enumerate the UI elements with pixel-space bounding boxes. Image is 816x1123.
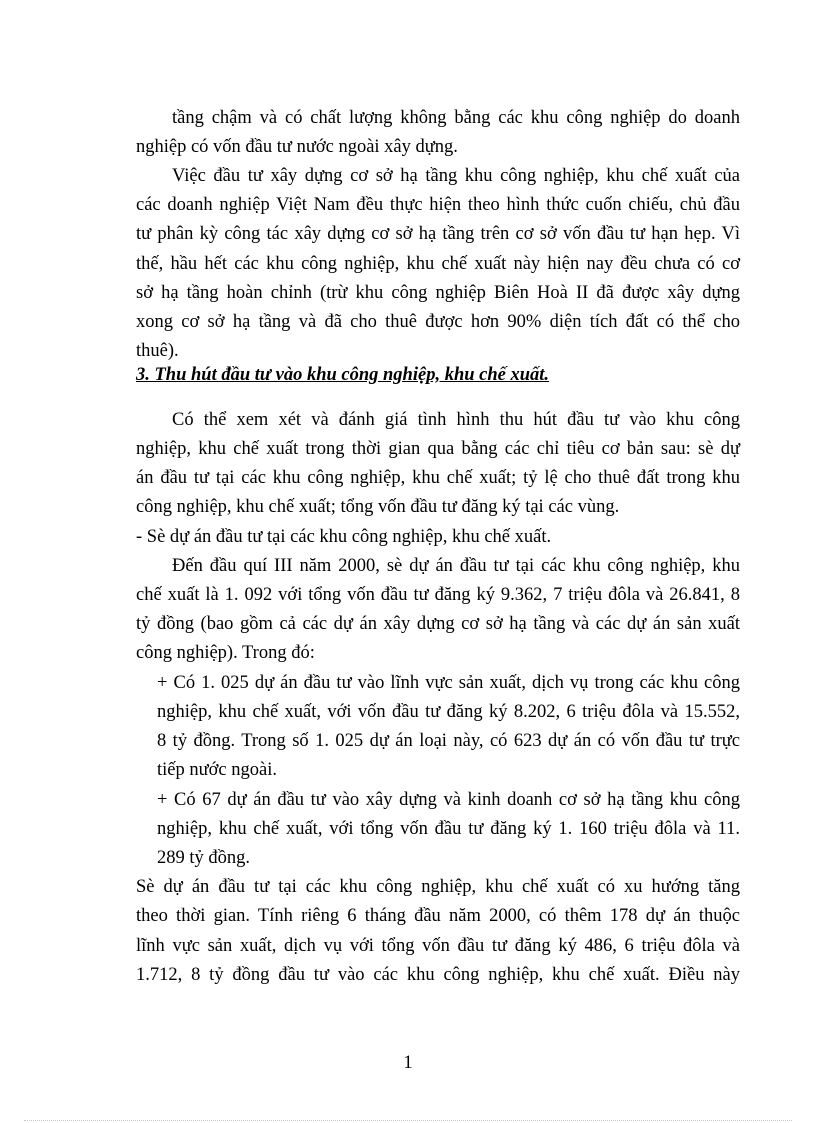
text-line: 1.712, 8 tỷ đồng đầu tư vào các khu công nghiệp, khu chế xuất. Điều này <box>136 965 740 985</box>
text-line: lĩnh vực sản xuất, dịch vụ với tổng vốn đầu tư đăng ký 486, 6 triệu đôla và <box>136 936 740 956</box>
text-line: công nghiệp, khu chế xuất; tổng vốn đầu tư đăng ký tại các vùng. <box>136 497 620 517</box>
text-line: tầng chậm và có chất lượng không bằng các khu công nghiệp do doanh <box>172 108 740 128</box>
page-bottom-divider <box>24 1120 792 1121</box>
list-item: + Có 67 dự án đầu tư vào xây dựng và kinh doanh cơ sở hạ tầng khu công <box>157 790 740 810</box>
text-line: sở hạ tầng hoàn chỉnh (trừ khu công nghiệp Biên Hoà II đã được xây dựng <box>136 283 740 303</box>
bullet-item: - Sè dự án đầu tư tại các khu công nghiệp, khu chế xuất. <box>136 527 552 547</box>
text-line: thuê). <box>136 341 179 361</box>
text-line: án đầu tư tại các khu công nghiệp, khu chế xuất; tỷ lệ cho thuê đất trong khu <box>136 468 740 488</box>
text-line: Có thể xem xét và đánh giá tình hình thu hút đầu tư vào khu công <box>172 410 740 430</box>
text-line: tỷ đồng (bao gồm cả các dự án xây dựng cơ sở hạ tầng và các dự án sản xuất <box>136 614 740 634</box>
text-line: tư phân kỳ công tác xây dựng cơ sở hạ tầng trên cơ sở vốn đầu tư hạn hẹp. Vì <box>136 224 740 244</box>
text-line: nghiệp, khu chế xuất trong thời gian qua bằng các chỉ tiêu cơ bản sau: sè dự <box>136 439 740 459</box>
list-item: tiếp nước ngoài. <box>157 760 277 780</box>
section-heading: 3. Thu hút đầu tư vào khu công nghiệp, khu chế xuất. <box>136 365 550 385</box>
list-item: nghiệp, khu chế xuất, với tổng vốn đầu tư đăng ký 1. 160 triệu đôla và 11. <box>157 819 740 839</box>
list-item: 8 tỷ đồng. Trong số 1. 025 dự án loại này, có 623 dự án có vốn đầu tư trực <box>157 731 740 751</box>
list-item: 289 tỷ đồng. <box>157 848 251 868</box>
text-line: Đến đầu quí III năm 2000, sè dự án đầu tư tại các khu công nghiệp, khu <box>172 556 740 576</box>
text-line: thế, hầu hết các khu công nghiệp, khu chế xuất này hiện nay đều chưa có cơ <box>136 254 740 274</box>
text-line: Việc đầu tư xây dựng cơ sở hạ tầng khu công nghiệp, khu chế xuất của <box>172 166 740 186</box>
text-line: chế xuất là 1. 092 với tổng vốn đầu tư đăng ký 9.362, 7 triệu đôla và 26.841, 8 <box>136 585 740 605</box>
list-item: + Có 1. 025 dự án đầu tư vào lĩnh vực sản xuất, dịch vụ trong các khu công <box>157 673 740 693</box>
text-line: công nghiệp). Trong đó: <box>136 643 315 663</box>
list-item: nghiệp, khu chế xuất, với vốn đầu tư đăng ký 8.202, 6 triệu đôla và 15.552, <box>157 702 740 722</box>
text-line: Sè dự án đầu tư tại các khu công nghiệp, khu chế xuất có xu hướng tăng <box>136 877 740 897</box>
page-number: 1 <box>403 1053 413 1073</box>
text-line: nghiệp có vốn đầu tư nước ngoài xây dựng. <box>136 137 458 157</box>
text-line: theo thời gian. Tính riêng 6 tháng đầu năm 2000, có thêm 178 dự án thuộc <box>136 906 740 926</box>
text-line: xong cơ sở hạ tầng và đã cho thuê được hơn 90% diện tích đất có thể cho <box>136 312 740 332</box>
text-line: các doanh nghiệp Việt Nam đều thực hiện theo hình thức cuốn chiếu, chủ đầu <box>136 195 740 215</box>
